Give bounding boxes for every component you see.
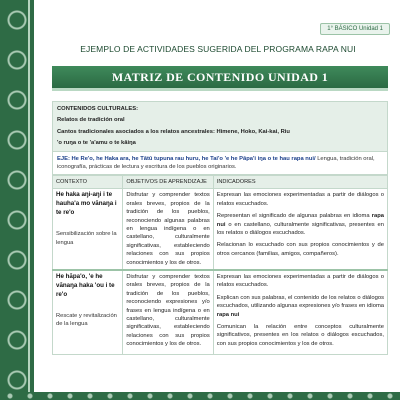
decorative-border-left: [0, 0, 34, 400]
indicator-item: Relacionan lo escuchado con sus propios conocimientos y de otros cercanos (familias, amigos, compañeros).: [216, 242, 384, 257]
objective-cell: Disfrutar y comprender textos orales breves, propios de la tradición de los pueblos, reconociendo expresiones y/o frases en lengua indígena o en castellano, culturalmente significativas, estableciendo relaciones con sus propios conocimientos y los de otros.: [123, 270, 213, 355]
indicator-item: Explican con sus palabras, el contenido de los relatos o diálogos escuchados, utilizando algunas expresiones y/o frases en idioma rapa nui: [216, 294, 384, 318]
page-subtitle: EJEMPLO DE ACTIVIDADES SUGERIDA DEL PROGRAMA RAPA NUI: [80, 44, 356, 54]
objective-cell: Disfrutar y comprender textos orales breves, propios de la tradición de los pueblos, reconociendo algunas palabras en lengua indígena o en castellano, culturalmente significativas, estableciendo relaciones con sus propios conocimientos y los de otros.: [123, 189, 213, 270]
context-subtitle: Rescate y revitalización de la lengua: [56, 312, 117, 328]
cultural-line-3: 'o ruŋa o te 'a'amu o te kāiŋa: [57, 140, 136, 147]
indicators-cell: [213, 189, 387, 270]
table-row: [53, 270, 388, 355]
table-header-row: [53, 176, 388, 189]
context-title: He hāpa'o, 'e he vānaŋa haka 'ou i te re'o: [56, 272, 115, 298]
cultural-heading: CONTENIDOS CULTURALES:: [57, 106, 139, 112]
document-page: [42, 0, 394, 392]
header-objectives: OBJETIVOS DE APRENDIZAJE: [123, 176, 213, 189]
indicator-item: Expresan las emociones experimentadas a partir de diálogos o relatos escuchados.: [216, 273, 384, 289]
indicator-item: Representan el significado de algunas palabras en idioma rapa nui o en castellano, culturalmente significativas, presentes en los relatos o diálogos escuchados.: [216, 213, 384, 237]
indicator-item: Expresan las emociones experimentadas a partir de diálogos o relatos escuchados.: [216, 192, 384, 207]
eje-description: Lengua, tradición oral, iconografía, prácticas de lectura y escritura de los pueblos originarios.: [57, 155, 375, 170]
context-title: He haka aŋi-aŋi i te hauha'a mo vānaŋa i te re'o: [56, 191, 117, 217]
header-indicators: INDICADORES: [213, 176, 387, 189]
context-cell: [53, 270, 123, 355]
page-title: MATRIZ DE CONTENIDO UNIDAD 1: [52, 66, 388, 88]
eje-title: EJE: He Re'o, he Haka ara, he Tātū tupuna rau huru, he Tai'o 'e he Pāpa'i iŋa o te hau rapa nui/: [57, 155, 316, 162]
context-subtitle: Sensibilización sobre la lengua: [56, 231, 117, 246]
content-matrix: [52, 101, 388, 392]
content-table: [52, 175, 388, 355]
cultural-line-2: Cantos tradicionales asociados a los relatos ancestrales: Himene, Hoko, Kai-kai, Riu: [57, 128, 290, 135]
cultural-contents-box: [52, 101, 388, 152]
context-cell: [53, 189, 123, 270]
indicator-item: Comunican la relación entre conceptos culturalmente significativos, presentes en los relatos o diálogos escuchados, con sus propios conocimientos y los de otros.: [216, 323, 384, 347]
eje-row: [52, 152, 388, 176]
indicators-cell: [213, 270, 387, 355]
table-row: [53, 189, 388, 270]
cultural-line-1: Relatos de tradición oral: [57, 117, 125, 124]
header-context: CONTEXTO: [53, 176, 123, 189]
decorative-border-bottom: [0, 392, 400, 400]
grade-badge: 1° BÁSICO Unidad 1: [320, 23, 390, 35]
